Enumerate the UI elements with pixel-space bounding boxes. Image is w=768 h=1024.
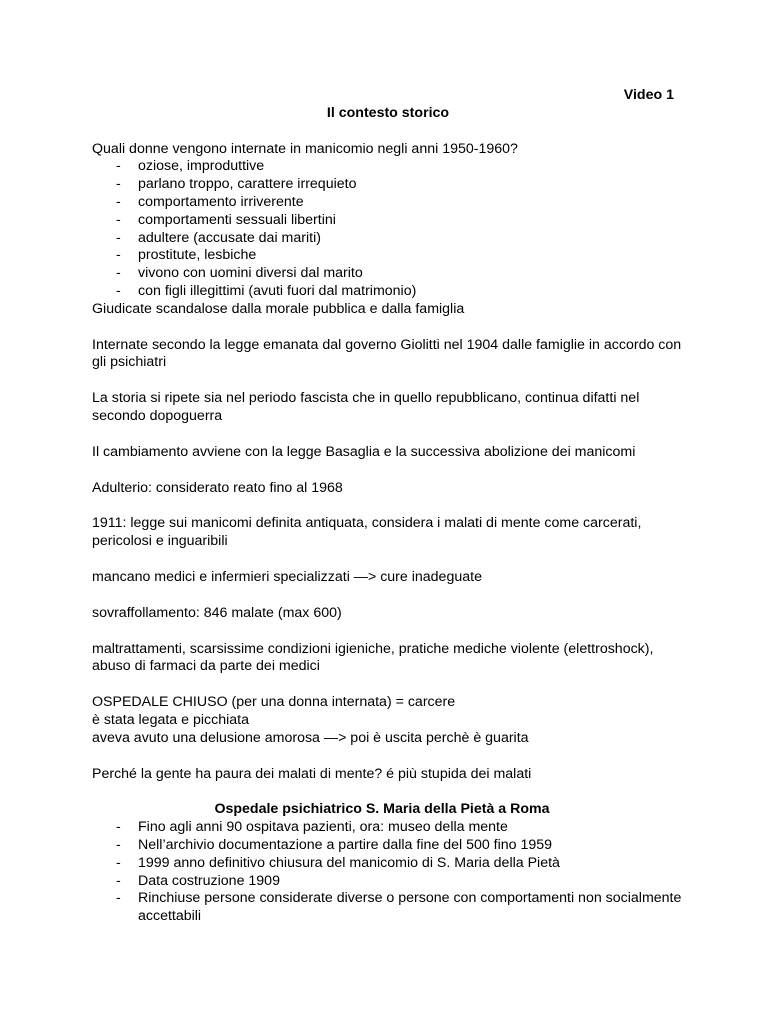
list-item [92, 890, 692, 926]
paragraph: Perché la gente ha paura dei malati di mente? é più stupida dei malati [92, 765, 532, 782]
list-item-text: comportamento irriverente [138, 193, 304, 210]
document-content [92, 87, 692, 926]
paragraph: mancano medici e infermieri specializzati —> cure inadeguate [92, 568, 482, 585]
list-item [92, 158, 692, 176]
paragraph: Internate secondo la legge emanata dal governo Giolitti nel 1904 dalle famiglie in accordo con gli psichiatri [92, 336, 682, 371]
paragraph-line: aveva avuto una delusione amorosa —> poi è uscita perchè è guarita [92, 729, 529, 746]
video-label: Video 1 [623, 87, 674, 103]
dash-bullet: - [116, 211, 121, 228]
spacer [92, 676, 692, 694]
dash-bullet: - [116, 282, 121, 299]
spacer [92, 123, 692, 141]
spacer [92, 372, 692, 390]
list-item [92, 873, 692, 891]
spacer [92, 551, 692, 569]
spacer [92, 623, 692, 641]
list-item-text: Nell’archivio documentazione a partire dalla fine del 500 fino 1959 [138, 836, 553, 853]
conclusion-text: Giudicate scandalose dalla morale pubblica e dalla famiglia [92, 300, 465, 317]
dash-bullet: - [116, 890, 121, 907]
list-item-text: comportamenti sessuali libertini [138, 211, 336, 228]
list-item [92, 230, 692, 248]
list-item [92, 194, 692, 212]
section-heading: Ospedale psichiatrico S. Maria della Pietà a Roma [214, 801, 550, 818]
dash-bullet: - [116, 854, 121, 871]
dash-bullet: - [116, 247, 121, 264]
paragraph: Adulterio: considerato reato fino al 1968 [92, 479, 343, 496]
list-item-text: Fino agli anni 90 ospitava pazienti, ora: museo della mente [138, 819, 508, 836]
paragraph: 1911: legge sui manicomi definita antiquata, considera i malati di mente come carcerati, pericolosi e inguaribili [92, 515, 642, 550]
list-item-text: parlano troppo, carattere irrequieto [138, 176, 357, 193]
list-item-text: Rinchiuse persone considerate diverse o persone con comportamenti non socialmente accettabili [138, 890, 682, 925]
paragraph: maltrattamenti, scarsissime condizioni igieniche, pratiche mediche violente (elettroshock), abuso di farmaci da parte dei medici [92, 640, 654, 675]
spacer [92, 319, 692, 337]
list-item [92, 176, 692, 194]
spacer [92, 426, 692, 444]
paragraph: sovraffollamento: 846 malate (max 600) [92, 604, 342, 621]
dash-bullet: - [116, 265, 121, 282]
spacer [92, 783, 692, 801]
dash-bullet: - [116, 176, 121, 193]
paragraph-line: è stata legata e picchiata [92, 711, 249, 728]
page-title: Il contesto storico [326, 104, 450, 121]
list-item [92, 212, 692, 230]
list-item-text: 1999 anno definitivo chiusura del manicomio di S. Maria della Pietà [138, 854, 560, 871]
dash-bullet: - [116, 229, 121, 246]
list-item [92, 855, 692, 873]
list-item-text: vivono con uomini diversi dal marito [138, 265, 363, 282]
dash-bullet: - [116, 872, 121, 889]
list-item [92, 819, 692, 837]
spacer [92, 462, 692, 480]
dash-bullet: - [116, 158, 121, 175]
list-item-text: Data costruzione 1909 [138, 872, 280, 889]
spacer [92, 497, 692, 515]
spacer [92, 587, 692, 605]
list-item [92, 837, 692, 855]
list-item-text: con figli illegittimi (avuti fuori dal matrimonio) [138, 282, 417, 299]
women-list [92, 158, 692, 300]
dash-bullet: - [116, 193, 121, 210]
list-item [92, 247, 692, 265]
paragraph: Il cambiamento avviene con la legge Basaglia e la successiva abolizione dei manicomi [92, 443, 636, 460]
hospital-list [92, 819, 692, 926]
dash-bullet: - [116, 836, 121, 853]
spacer [92, 748, 692, 766]
paragraph-line: OSPEDALE CHIUSO (per una donna internata) = carcere [92, 694, 456, 711]
list-item [92, 283, 692, 301]
list-item-text: prostitute, lesbiche [138, 247, 257, 264]
list-item-text: adultere (accusate dai mariti) [138, 229, 321, 246]
list-item [92, 265, 692, 283]
list-item-text: oziose, improduttive [138, 158, 265, 175]
paragraph: La storia si ripete sia nel periodo fascista che in quello repubblicano, continua difatti nel secondo dopoguerra [92, 390, 640, 424]
dash-bullet: - [116, 819, 121, 836]
question-text: Quali donne vengono internate in manicomio negli anni 1950-1960? [92, 140, 518, 157]
